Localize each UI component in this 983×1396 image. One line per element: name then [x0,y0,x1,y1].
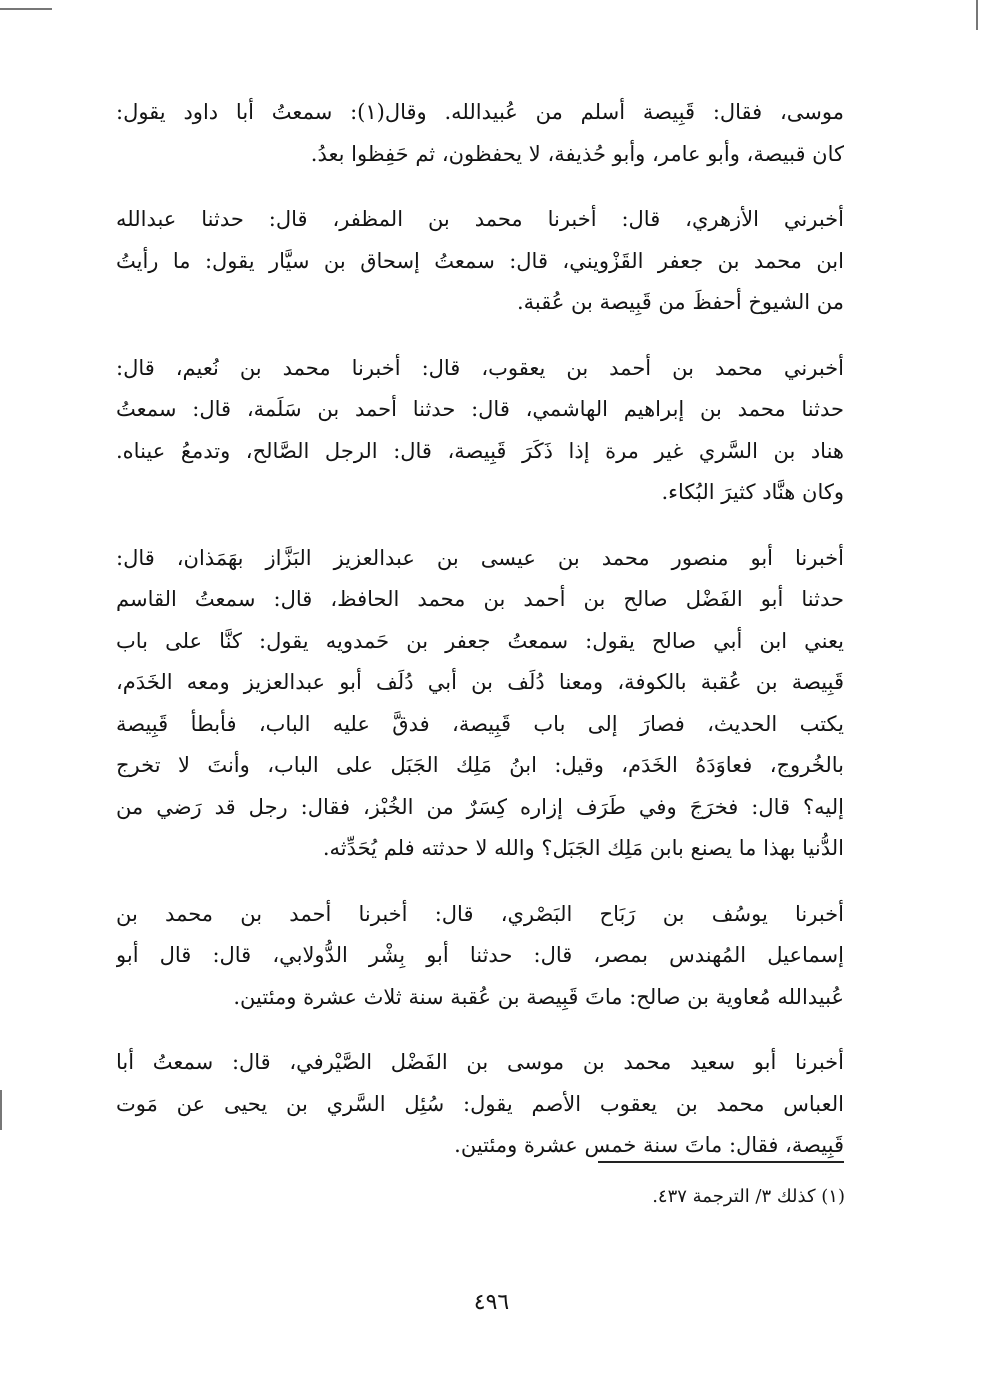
text-line: يكتب الحديث، فصارَ إلى باب قَبِيصة، فدقَّ عليه الباب، فأبطأ قَبِيصة [116,711,844,736]
text-line: إليه؟ قال: فخرَجَ وفي طَرَف إزاره كِسَرٌ من الخُبْز، فقال: رجل قد رَضي من [116,794,844,819]
text-line: الدُّنيا بهذا ما يصنع بابن مَلِك الجَبَل؟ والله لا حدثته فلم يُحَدِّثه. [322,836,844,860]
scan-mark-left [0,1090,2,1130]
text-line: كان قبيصة، وأبو عامر، وأبو حُذيفة، لا يحفظون، ثم حَفِظوا بعدُ. [310,141,844,166]
page-number: ٤٩٦ [473,1290,510,1315]
text-line: عُبيدالله مُعاوية بن صالح: ماتَ قَبِيصة بن عُقبة سنة ثلاث عشرة ومئتين. [233,984,844,1009]
text-line: قَبِيصة، فقال: ماتَ سنة خمس عشرة ومئتين. [454,1133,844,1157]
scan-mark-top [0,8,52,10]
text-line: أخبرنا أبو منصور محمد بن عيسى بن عبدالعزيز البَزَّاز بهَمَذان، قال: [116,545,844,570]
text-line: وكان هنَّاد كثيرَ البُكاء. [661,480,844,504]
footnote: (١) كذلك ٣/ الترجمة ٤٣٧. [652,1186,845,1207]
text-line: أخبرني الأزهري، قال: أخبرنا محمد بن المظفر، قال: حدثنا عبدالله [116,207,844,231]
text-line: حدثنا محمد بن إبراهيم الهاشمي، قال: حدثنا أحمد بن سَلَمة، قال: سمعتُ [116,397,844,421]
text-line: أخبرنا يوسُف بن رَبَاح البَصْري، قال: أخبرنا أحمد بن محمد بن [116,901,844,926]
paragraph-3 [116,348,844,514]
text-line: بالخُروج، فعاوَدَهُ الخَدَم، وقيل: ابنُ مَلِك الجَبَل على الباب، وأنتَ لا تخرج [116,753,844,777]
text-line: أخبرنا أبو سعيد محمد بن موسى بن الفَضْل الصَّيْرفي، قال: سمعتُ أبا [116,1050,844,1074]
paragraph-5 [116,894,844,1019]
scan-mark-right [976,0,978,30]
text-line: موسى، فقال: قَبِيصة أسلم من عُبيدالله. وقال(١): سمعتُ أبا داود يقول: [116,100,844,124]
text-line: العباس محمد بن يعقوب الأصم يقول: سُئِل السَّري بن يحيى عن مَوت [116,1091,844,1116]
paragraph-4 [116,538,844,870]
paragraph-6 [116,1042,844,1167]
text-line: قَبِيصة بن عُقبة بالكوفة، ومعنا دُلَف بن أبي دُلَف أبو عبدالعزيز ومعه الخَدَم، [116,670,844,694]
text-line: أخبرني محمد بن أحمد بن يعقوب، قال: أخبرنا محمد بن نُعيم، قال: [116,355,844,380]
text-line: حدثنا أبو الفَضْل صالح بن أحمد بن محمد الحافظ، قال: سمعتُ القاسم [116,587,844,611]
text-line: ابن محمد بن جعفر القَزْويني، قال: سمعتُ إسحاق بن سيَّار يقول: ما رأيتُ [116,248,844,273]
footnote-divider [598,1161,844,1163]
paragraph-1 [116,92,844,175]
main-text [116,92,844,1167]
paragraph-2 [116,199,844,324]
text-line: يعني ابن أبي صالح يقول: سمعتُ جعفر بن حَمدويه يقول: كنَّا على باب [116,628,844,653]
text-line: إسماعيل المُهندس بمصر، قال: حدثنا أبو بِشْر الدُّولابي، قال: قال أبو [116,943,844,967]
text-line: من الشيوخ أحفظَ من قَبِيصة بن عُقبة. [516,290,844,314]
text-line: هناد بن السَّري غير مرة إذا ذَكَرَ قَبِيصة، قال: الرجل الصَّالح، وتدمعُ عيناه. [116,438,844,463]
